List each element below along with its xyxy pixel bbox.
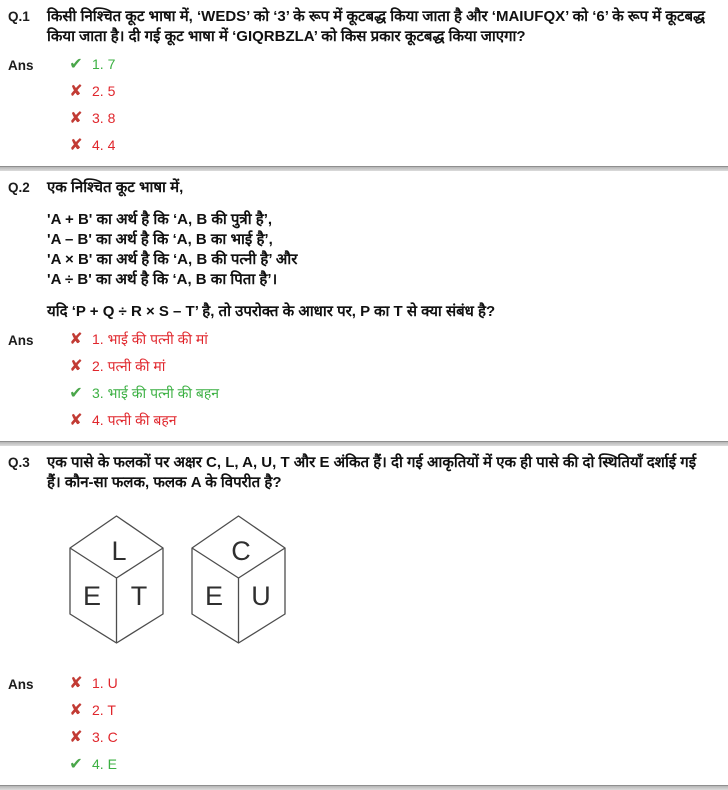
check-icon: ✔ xyxy=(69,755,83,773)
question-text: एक निश्चित कूट भाषा में, xyxy=(47,179,184,196)
answer-option-label: 1. भाई की पत्नी की मां xyxy=(92,331,208,347)
cross-icon: ✘ xyxy=(69,136,83,154)
cross-icon: ✘ xyxy=(69,82,83,100)
answer-option-label: 1. 7 xyxy=(92,56,116,72)
answer-option-label: 1. U xyxy=(92,675,118,691)
question-block xyxy=(0,0,728,166)
question-row xyxy=(8,178,718,322)
answer-option-label: 4. E xyxy=(92,756,117,772)
dice-right-face-letter: U xyxy=(251,581,271,611)
question-body xyxy=(47,7,707,47)
dice-figure xyxy=(69,515,164,644)
answer-option xyxy=(67,110,115,127)
answer-option xyxy=(67,729,118,746)
answer-option xyxy=(67,137,115,154)
answer-option-label: 2. पत्नी की मां xyxy=(92,358,166,374)
dice-top-face-letter: L xyxy=(111,536,127,566)
question-body xyxy=(47,178,707,322)
question-row xyxy=(8,453,718,666)
question-text: यदि ‘P + Q ÷ R × S – T’ है, तो उपरोक्त के आधार पर, P का T से क्या संबंध है? xyxy=(47,303,496,320)
answer-option xyxy=(67,358,219,375)
dice-top-face-letter: C xyxy=(231,536,251,566)
answer-option-label: 2. 5 xyxy=(92,83,116,99)
answer-options xyxy=(47,56,115,154)
answer-row xyxy=(8,56,718,154)
cross-icon: ✘ xyxy=(69,357,83,375)
dice-svg xyxy=(69,515,164,644)
dice-left-face-letter: E xyxy=(204,581,224,611)
answer-option-label: 3. 8 xyxy=(92,110,116,126)
cross-icon: ✘ xyxy=(69,411,83,429)
answer-option xyxy=(67,675,118,692)
answer-options xyxy=(47,331,219,429)
ans-label: Ans xyxy=(8,333,34,348)
question-text: 'A + B' का अर्थ है कि ‘A, B की पुत्री है’, 'A – B' का अर्थ है कि ‘A, B का भाई है’, 'A × B' का अर्थ है कि ‘A, B की पत्नी है’ और 'A ÷ B' का अर्थ है कि ‘A, B का पिता है’। xyxy=(47,211,298,288)
answer-option xyxy=(67,702,118,719)
answer-option-label: 4. पत्नी की बहन xyxy=(92,412,177,428)
answer-option-label: 2. T xyxy=(92,702,116,718)
answer-option xyxy=(67,331,219,348)
question-block xyxy=(0,446,728,785)
check-icon: ✔ xyxy=(69,55,83,73)
cross-icon: ✘ xyxy=(69,109,83,127)
answer-options xyxy=(47,675,118,773)
question-number: Q.2 xyxy=(8,180,30,195)
question-body xyxy=(47,453,707,666)
cross-icon: ✘ xyxy=(69,701,83,719)
question-number: Q.1 xyxy=(8,9,30,24)
dice-figure xyxy=(191,515,286,644)
answer-row xyxy=(8,675,718,773)
check-icon: ✔ xyxy=(69,384,83,402)
answer-option-label: 3. भाई की पत्नी की बहन xyxy=(92,385,220,401)
question-block xyxy=(0,171,728,441)
dice-figures-row xyxy=(69,515,707,644)
answer-option xyxy=(67,83,115,100)
answer-option xyxy=(67,56,115,73)
question-text: एक पासे के फलकों पर अक्षर C, L, A, U, T और E अंकित हैं। दी गई आकृतियों में एक ही पासे की दो स्थितियाँ दर्शाई गई हैं। कौन-सा फलक, फलक A के विपरीत है? xyxy=(47,454,697,491)
cross-icon: ✘ xyxy=(69,330,83,348)
answer-option xyxy=(67,385,219,402)
question-text: किसी निश्चित कूट भाषा में, ‘WEDS’ को ‘3’ के रूप में कूटबद्ध किया जाता है और ‘MAIUFQX’ को ‘6’ के रूप में कूटबद्ध किया जाता है। दी गई कूट भाषा में ‘GIQRBZLA’ को किस प्रकार कूटबद्ध किया जाएगा? xyxy=(47,8,706,45)
cross-icon: ✘ xyxy=(69,728,83,746)
dice-svg xyxy=(191,515,286,644)
dice-right-face-letter: T xyxy=(130,581,148,611)
ans-label: Ans xyxy=(8,58,34,73)
dice-left-face-letter: E xyxy=(82,581,102,611)
answer-option xyxy=(67,756,118,773)
answer-option-label: 3. C xyxy=(92,729,118,745)
cross-icon: ✘ xyxy=(69,674,83,692)
answer-option xyxy=(67,412,219,429)
question-number: Q.3 xyxy=(8,455,30,470)
ans-label: Ans xyxy=(8,677,34,692)
answer-option-label: 4. 4 xyxy=(92,137,116,153)
question-row xyxy=(8,7,718,47)
answer-row xyxy=(8,331,718,429)
